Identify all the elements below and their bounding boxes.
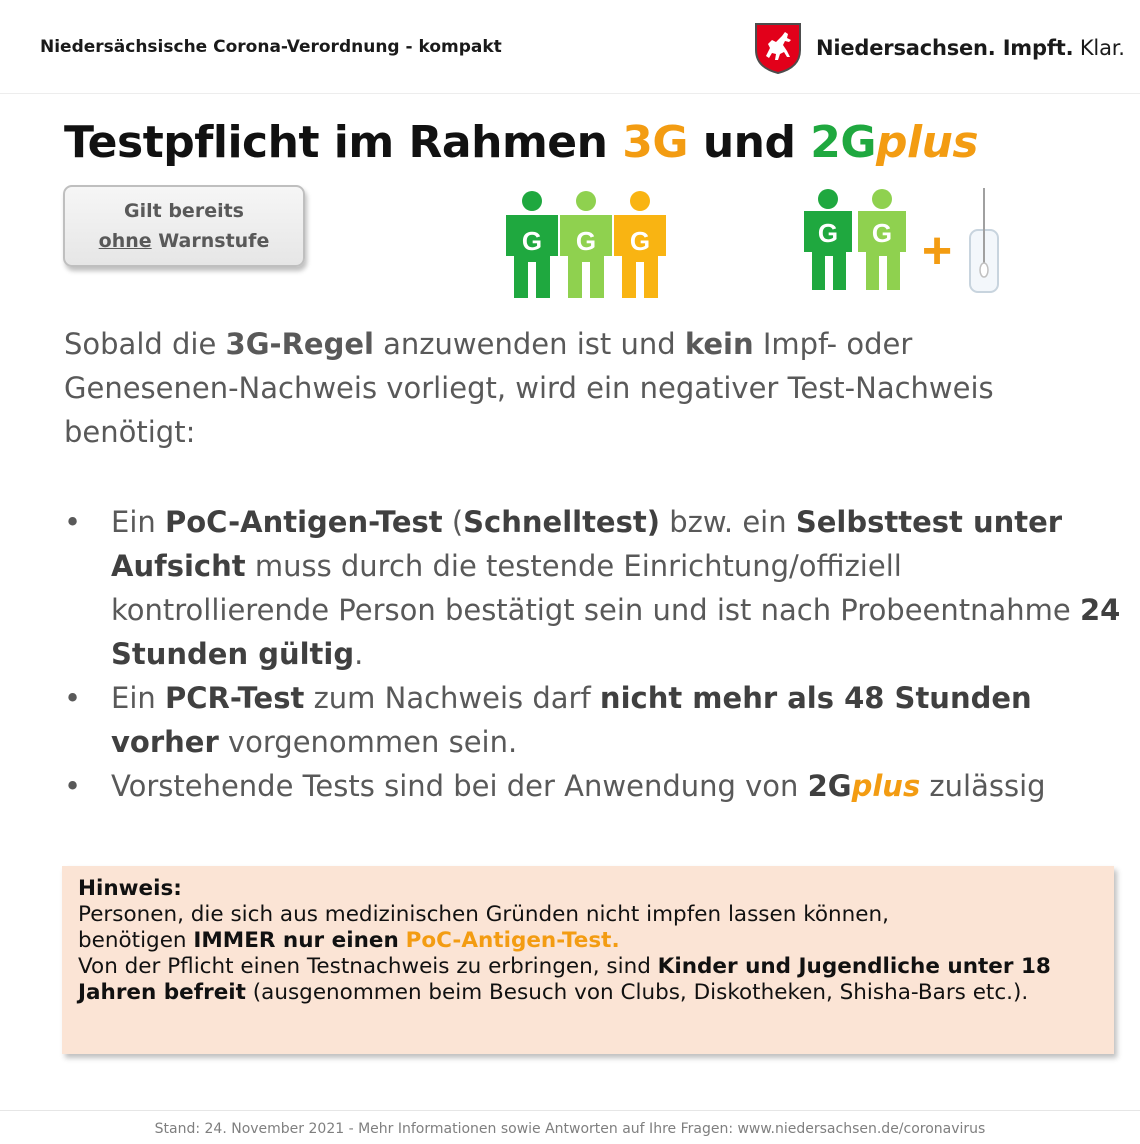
rule-bold: PCR-Test: [164, 681, 305, 715]
hinweis-box: [62, 866, 1114, 1054]
2g-plus-icon: [800, 186, 1005, 296]
page-title: [64, 117, 978, 168]
person-dark-green-icon: [804, 189, 852, 290]
g-letter: G: [817, 218, 839, 248]
g-letter: G: [521, 226, 543, 256]
list-item: [64, 500, 1124, 676]
title-plus: plus: [876, 117, 979, 168]
hinweis-text: benötigen: [78, 928, 194, 953]
3g-people-icon: [500, 188, 675, 300]
badge-line2: [99, 226, 270, 256]
g-letter: G: [629, 226, 651, 256]
rules-list: [64, 500, 1124, 808]
rule-bold: PoC-Antigen-Test: [164, 505, 443, 539]
hinweis-title: Hinweis:: [78, 876, 182, 901]
hinweis-text: Von der Pflicht einen Testnachweis zu erbringen, sind: [78, 954, 658, 979]
warnstufe-badge: [63, 185, 305, 267]
intro-kein: kein: [684, 327, 754, 361]
rule-text: zum Nachweis darf: [304, 681, 600, 715]
hinweis-text: (ausgenommen beim Besuch von Clubs, Diskotheken, Shisha-Bars etc.).: [245, 980, 1029, 1005]
header-title: Niedersächsische Corona-Verordnung - kompakt: [40, 37, 502, 57]
rule-bold: Selbsttest unter Aufsicht: [111, 505, 1063, 583]
rule-text: Vorstehende Tests sind bei der Anwendung von: [111, 769, 808, 803]
person-light-green-icon: [858, 189, 906, 290]
header: [0, 0, 1140, 94]
list-item: [64, 764, 1124, 808]
hinweis-text: [399, 928, 406, 953]
rule-text: .: [354, 637, 364, 671]
intro-rule: 3G-Regel: [225, 327, 374, 361]
rule-bold: nicht mehr als 48 Stunden vorher: [111, 681, 1032, 759]
list-item: [64, 676, 1124, 764]
intro-paragraph: [64, 322, 1084, 454]
brand-bold: Niedersachsen. Impft.: [816, 36, 1074, 60]
rule-bold: Schnelltest): [463, 505, 660, 539]
title-middle: und: [688, 117, 811, 168]
hinweis-bold: Kinder und Jugendliche unter 18 Jahren befreit: [78, 954, 1051, 1005]
rule-2g: 2G: [807, 769, 852, 803]
title-part1: Testpflicht im Rahmen: [64, 117, 623, 168]
rule-text: bzw. ein: [659, 505, 796, 539]
rule-text: Ein: [111, 505, 165, 539]
title-2g: 2G: [810, 117, 877, 168]
footer: Stand: 24. November 2021 - Mehr Informationen sowie Antworten auf Ihre Fragen: www.niedersachsen.de/coronavirus: [0, 1110, 1140, 1144]
brand-regular: Klar.: [1073, 36, 1125, 60]
person-amber-icon: [614, 191, 666, 298]
hinweis-line3: [78, 954, 1098, 1006]
person-light-green-icon: [560, 191, 612, 298]
rule-text: vorgenommen sein.: [218, 725, 518, 759]
rule-plus: plus: [851, 769, 921, 803]
rule-text: zulässig: [920, 769, 1046, 803]
intro-t1: Sobald die: [64, 327, 226, 361]
plus-sign: +: [921, 222, 953, 280]
brand-slogan: [816, 36, 1125, 60]
intro-t2: anzuwenden ist und: [373, 327, 685, 361]
hinweis-poc: PoC-Antigen-Test.: [405, 928, 620, 953]
hinweis-line2: [78, 928, 1098, 954]
rule-text: (: [442, 505, 464, 539]
rule-text: Ein: [111, 681, 165, 715]
test-swab-tube-icon: [970, 188, 998, 292]
badge-underlined: ohne: [98, 230, 152, 252]
g-letter: G: [871, 218, 893, 248]
hinweis-line1: Personen, die sich aus medizinischen Gründen nicht impfen lassen können,: [78, 902, 889, 927]
rule-bold: 24 Stunden gültig: [111, 593, 1121, 671]
g-letter: G: [575, 226, 597, 256]
rule-text: muss durch die testende Einrichtung/offiziell kontrollierende Person bestätigt sein und ist nach Probeentnahme: [111, 549, 1080, 627]
badge-line1: Gilt bereits: [124, 200, 244, 222]
person-dark-green-icon: [506, 191, 558, 298]
hinweis-bold: IMMER nur einen: [193, 928, 399, 953]
intro-t3: Impf- oder Genesenen-Nachweis vorliegt, wird ein negativer Test-Nachweis benötigt:: [64, 327, 994, 449]
badge-rest: Warnstufe: [151, 230, 270, 252]
title-3g: 3G: [622, 117, 689, 168]
brand: [754, 22, 1125, 74]
lower-saxony-horse-crest-icon: [754, 22, 802, 74]
